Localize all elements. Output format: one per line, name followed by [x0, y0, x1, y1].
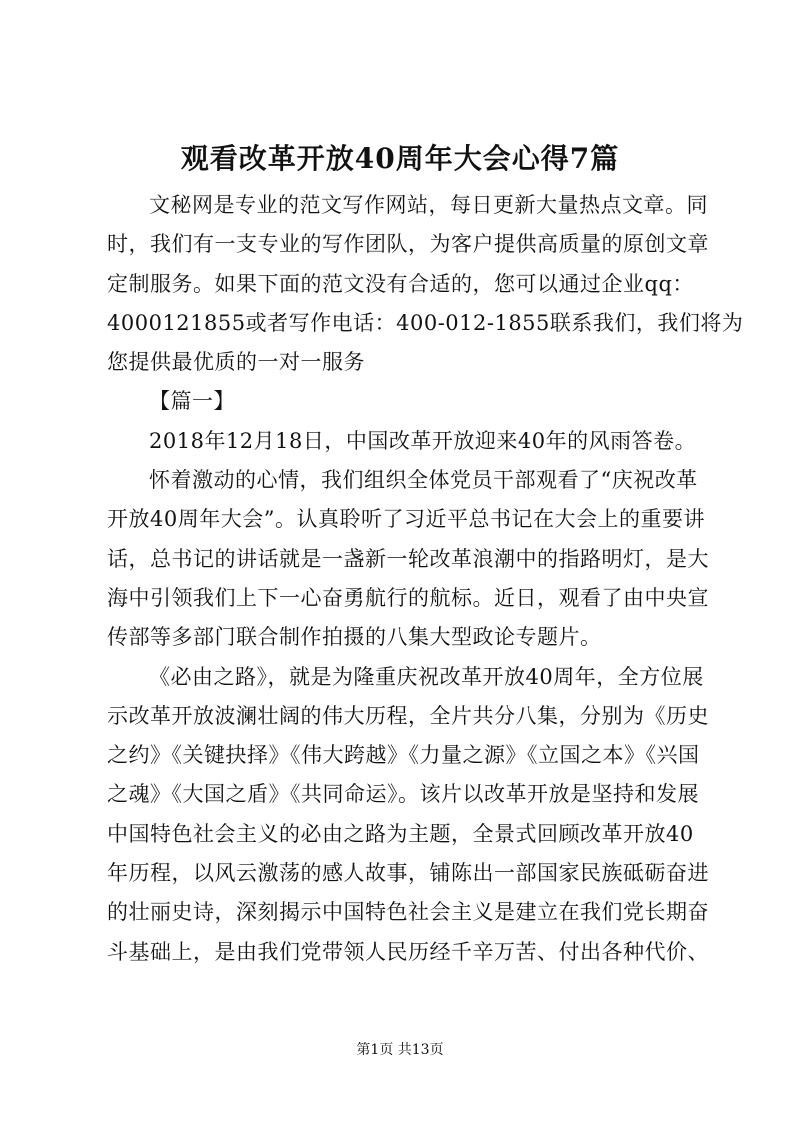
body-line: 话，总书记的讲话就是一盏新一轮改革浪潮中的指路明灯，是大: [107, 546, 709, 571]
page-number: 第1页 共13页: [356, 1042, 444, 1058]
body-line: 开放40周年大会”。认真聆听了习近平总书记在大会上的重要讲: [107, 507, 705, 532]
body-line: 示改革开放波澜壮阔的伟大历程，全片共分八集，分别为《历史: [107, 703, 709, 728]
body-line: 4000121855或者写作电话：400-012-1855联系我们，我们将为: [107, 310, 744, 335]
body-line: 的壮丽史诗，深刻揭示中国特色社会主义是建立在我们党长期奋: [107, 900, 709, 925]
body-line: 中国特色社会主义的必由之路为主题，全景式回顾改革开放40: [107, 821, 694, 846]
body-line: 年历程，以风云激荡的感人故事，铺陈出一部国家民族砥砺奋进: [107, 861, 709, 886]
body-line: 传部等多部门联合制作拍摄的八集大型政论专题片。: [107, 625, 602, 650]
body-line: 之魂》《大国之盾》《共同命运》。该片以改革开放是坚持和发展: [107, 782, 699, 807]
body-line: 时，我们有一支专业的写作团队，为客户提供高质量的原创文章: [107, 232, 709, 257]
body-line: 文秘网是专业的范文写作网站，每日更新大量热点文章。同: [149, 193, 708, 217]
body-line: 2018年12月18日，中国改革开放迎来40年的风雨答卷。: [149, 428, 697, 453]
body-line: 怀着激动的心情，我们组织全体党员干部观看了“庆祝改革: [149, 468, 698, 493]
body-line: 海中引领我们上下一心奋勇航行的航标。近日，观看了由中央宣: [107, 585, 709, 610]
body-line: 定制服务。如果下面的范文没有合适的，您可以通过企业qq：: [107, 271, 694, 296]
document-title: 观看改革开放40周年大会心得7篇: [180, 142, 620, 175]
body-line: 您提供最优质的一对一服务: [107, 350, 365, 375]
body-line: 之约》《关键抉择》《伟大跨越》《力量之源》《立国之本》《兴国: [107, 743, 700, 768]
section-heading: 【篇一】: [149, 389, 235, 414]
document-body: [107, 186, 744, 972]
body-line: 斗基础上，是由我们党带领人民历经千辛万苦、付出各种代价、: [107, 939, 709, 964]
body-line: 《必由之路》，就是为隆重庆祝改革开放40周年，全方位展: [149, 664, 704, 689]
